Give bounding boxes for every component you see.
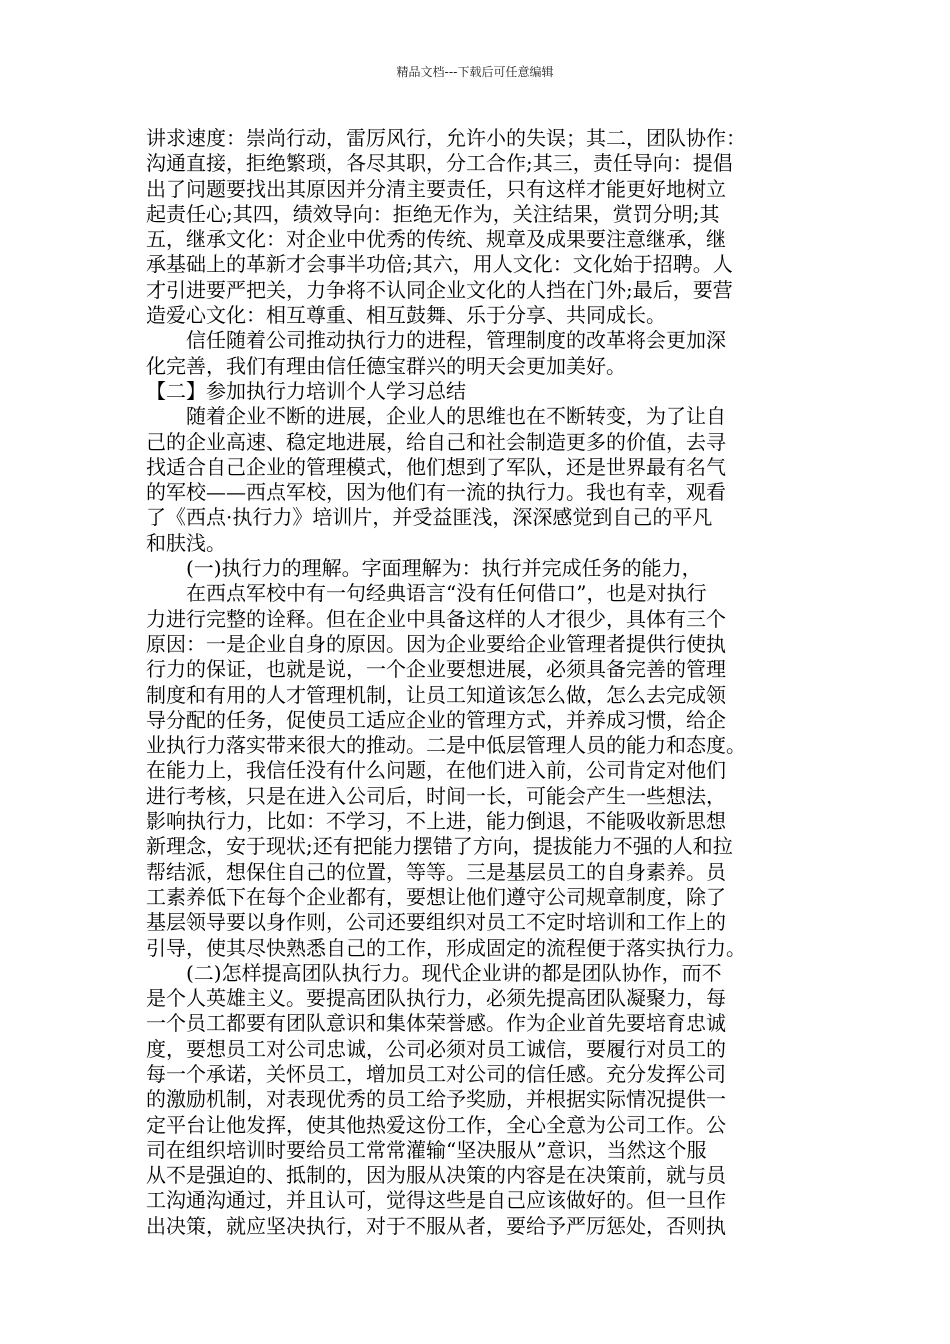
text-line: 沟通直接，拒绝繁琐，各尽其职，分工合作;其三，责任导向：提倡 [146, 151, 733, 176]
text-line: 原因：一是企业自身的原因。因为企业要给企业管理者提供行使执 [146, 631, 726, 656]
text-line: 随着企业不断的进展，企业人的思维也在不断转变，为了让自 [186, 404, 726, 429]
text-line: 五，继承文化：对企业中优秀的传统、规章及成果要注意继承，继 [146, 227, 726, 252]
text-line: 造爱心文化：相互尊重、相互鼓舞、乐于分享、共同成长。 [146, 303, 666, 328]
text-line: 找适合自己企业的管理模式，他们想到了军队，还是世界最有名气 [146, 454, 726, 479]
text-line: 的激励机制，对表现优秀的员工给予奖励，并根据实际情况提供一 [146, 1087, 726, 1112]
text-line: 新理念，安于现状;还有把能力摆错了方向，提拔能力不强的人和拉 [146, 834, 733, 859]
text-line: (二)怎样提高团队执行力。现代企业讲的都是团队协作，而不 [186, 960, 722, 985]
text-line: 【二】参加执行力培训个人学习总结 [146, 378, 466, 403]
text-line: 和肤浅。 [146, 530, 226, 555]
text-line: 起责任心;其四，绩效导向：拒绝无作为，关注结果，赏罚分明;其 [146, 201, 720, 226]
text-line: 每一个承诺，关怀员工，增加员工对公司的信任感。充分发挥公司 [146, 1061, 726, 1086]
text-line: 信任随着公司推动执行力的进程，管理制度的改革将会更加深 [186, 328, 726, 353]
text-line: 才引进要严把关，力争将不认同企业文化的人挡在门外;最后，要营 [146, 277, 733, 302]
text-line: 是个人英雄主义。要提高团队执行力，必须先提高团队凝聚力，每 [146, 986, 726, 1011]
text-line: 帮结派，想保住自己的位置，等等。三是基层员工的自身素养。员 [146, 859, 726, 884]
text-line: 出了问题要找出其原因并分清主要责任，只有这样才能更好地树立 [146, 176, 726, 201]
text-line: 己的企业高速、稳定地进展，给自己和社会制造更多的价值，去寻 [146, 429, 726, 454]
text-line: 力进行完整的诠释。但在企业中具备这样的人才很少，具体有三个 [146, 606, 726, 631]
text-line: 引导，使其尽快熟悉自己的工作，形成固定的流程便于落实执行力。 [146, 935, 746, 960]
text-line: 化完善，我们有理由信任德宝群兴的明天会更加美好。 [146, 353, 626, 378]
text-line: 在西点军校中有一句经典语言“没有任何借口”，也是对执行 [186, 581, 707, 606]
text-line: 导分配的任务，促使员工适应企业的管理方式，并养成习惯，给企 [146, 707, 726, 732]
text-line: 度，要想员工对公司忠诚，公司必须对员工诚信，要履行对员工的 [146, 1036, 726, 1061]
text-line: 业执行力落实带来很大的推动。二是中低层管理人员的能力和态度。 [146, 733, 746, 758]
text-line: (一)执行力的理解。字面理解为：执行并完成任务的能力， [186, 556, 702, 581]
text-line: 影响执行力，比如：不学习，不上进，能力倒退，不能吸收新思想 [146, 809, 726, 834]
text-line: 讲求速度：崇尚行动，雷厉风行，允许小的失误；其二，团队协作： [146, 126, 746, 150]
text-line: 司在组织培训时要给员工常常灌输“坚决服从”意识，当然这个服 [146, 1137, 707, 1162]
text-line: 承基础上的革新才会事半功倍;其六，用人文化：文化始于招聘。人 [146, 252, 733, 277]
text-line: 工素养低下在每个企业都有，要想让他们遵守公司规章制度，除了 [146, 884, 726, 909]
text-line: 基层领导要以身作则，公司还要组织对员工不定时培训和工作上的 [146, 910, 726, 935]
text-line: 定平台让他发挥，使其他热爱这份工作，全心全意为公司工作。公 [146, 1112, 726, 1137]
text-line: 行力的保证，也就是说，一个企业要想进展，必须具备完善的管理 [146, 657, 726, 682]
text-line: 从不是强迫的、抵制的，因为服从决策的内容是在决策前，就与员 [146, 1163, 726, 1188]
page-header: 精品文档---下载后可任意编辑 [396, 65, 554, 79]
text-line: 工沟通沟通过，并且认可，觉得这些是自己应该做好的。但一旦作 [146, 1188, 726, 1213]
text-line: 出决策，就应坚决执行，对于不服从者，要给予严厉惩处，否则执 [146, 1213, 726, 1238]
document-body [146, 126, 821, 1239]
text-line: 一个员工都要有团队意识和集体荣誉感。作为企业首先要培育忠诚 [146, 1011, 726, 1036]
text-line: 的军校——西点军校，因为他们有一流的执行力。我也有幸，观看 [146, 480, 726, 505]
text-line: 进行考核，只是在进入公司后，时间一长，可能会产生一些想法， [146, 783, 726, 808]
text-line: 在能力上，我信任没有什么问题，在他们进入前，公司肯定对他们 [146, 758, 726, 783]
text-line: 了《西点·执行力》培训片，并受益匪浅，深深感觉到自己的平凡 [146, 505, 713, 530]
text-line: 制度和有用的人才管理机制，让员工知道该怎么做，怎么去完成领 [146, 682, 726, 707]
